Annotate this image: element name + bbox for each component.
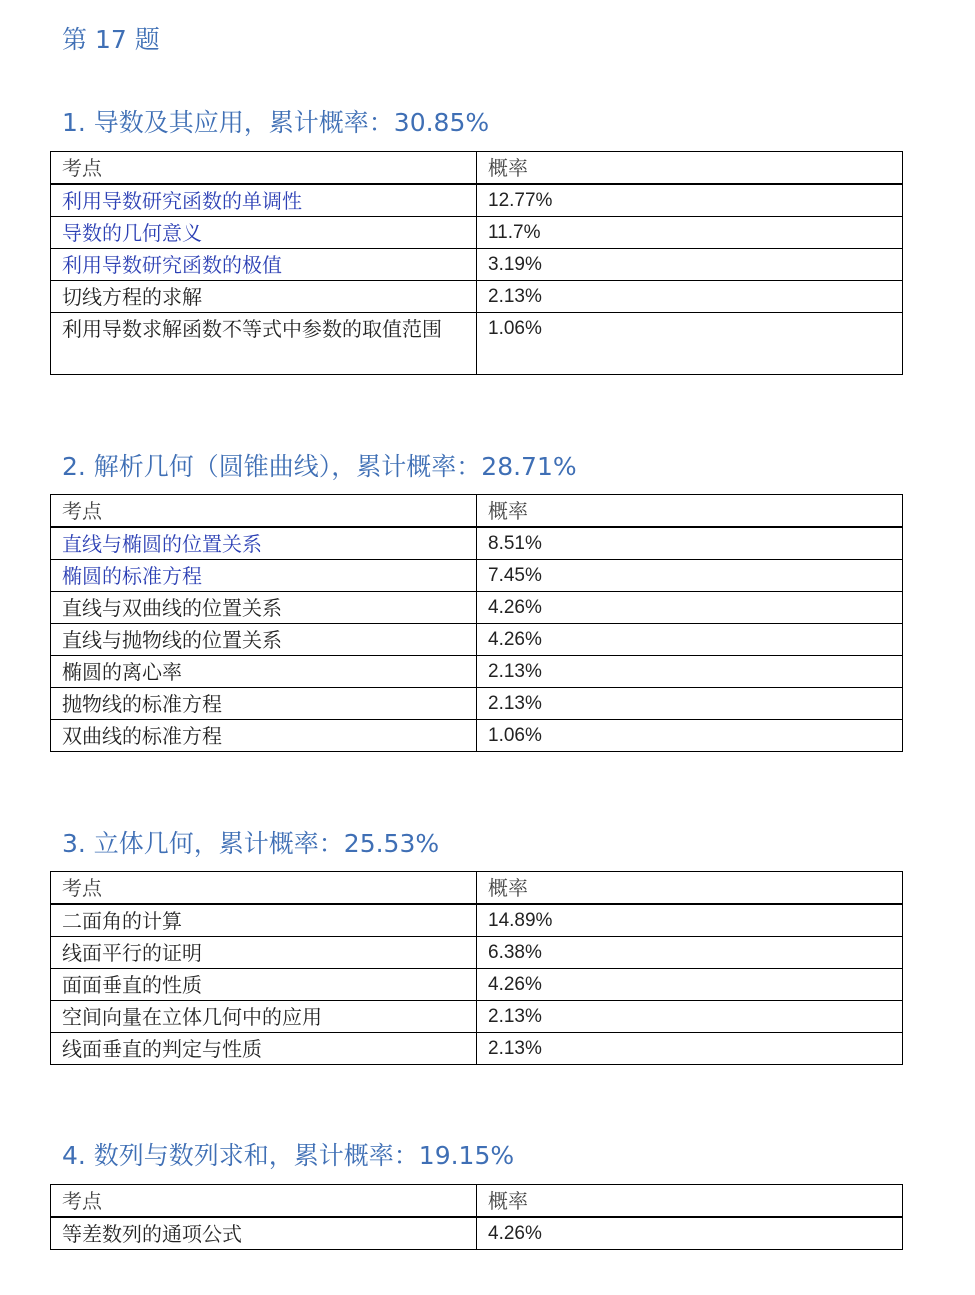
table-header-row [51,152,903,185]
probability-cell: 4.26% [477,624,903,656]
section-table-3 [50,871,903,1065]
section-table-4 [50,1184,903,1250]
header-probability: 概率 [477,872,903,905]
table-row [51,249,903,281]
probability-cell: 7.45% [477,560,903,592]
table-row [51,527,903,560]
probability-cell: 2.13% [477,1033,903,1065]
topic-cell: 直线与双曲线的位置关系 [51,592,477,624]
section-table-1 [50,151,903,375]
probability-cell: 2.13% [477,281,903,313]
header-topic: 考点 [51,495,477,528]
table-row [51,720,903,752]
table-row [51,1217,903,1250]
topic-link[interactable]: 利用导数研究函数的极值 [51,249,477,281]
table-row [51,624,903,656]
section-heading-1: 1. 导数及其应用，累计概率：30.85% [62,108,490,137]
table-row [51,217,903,249]
header-probability: 概率 [477,152,903,185]
header-topic: 考点 [51,1185,477,1218]
probability-cell: 12.77% [477,184,903,217]
table-header-row [51,872,903,905]
table-row [51,560,903,592]
topic-cell: 等差数列的通项公式 [51,1217,477,1250]
header-topic: 考点 [51,152,477,185]
probability-cell: 4.26% [477,1217,903,1250]
topic-link[interactable]: 利用导数研究函数的单调性 [51,184,477,217]
table-row [51,688,903,720]
probability-cell: 8.51% [477,527,903,560]
probability-cell: 2.13% [477,1001,903,1033]
topic-cell: 空间向量在立体几何中的应用 [51,1001,477,1033]
topic-cell: 抛物线的标准方程 [51,688,477,720]
table-header-row [51,1185,903,1218]
probability-cell: 14.89% [477,904,903,937]
table-row [51,313,903,375]
table-row [51,281,903,313]
topic-cell: 面面垂直的性质 [51,969,477,1001]
section-heading-2: 2. 解析几何（圆锥曲线），累计概率：28.71% [62,452,577,481]
topic-cell: 椭圆的离心率 [51,656,477,688]
topic-cell: 二面角的计算 [51,904,477,937]
probability-cell: 1.06% [477,313,903,375]
probability-cell: 4.26% [477,592,903,624]
probability-cell: 6.38% [477,937,903,969]
topic-link[interactable]: 椭圆的标准方程 [51,560,477,592]
probability-cell: 1.06% [477,720,903,752]
table-row [51,1033,903,1065]
probability-cell: 2.13% [477,688,903,720]
topic-cell: 切线方程的求解 [51,281,477,313]
table-row [51,937,903,969]
topic-link[interactable]: 导数的几何意义 [51,217,477,249]
table-header-row [51,495,903,528]
topic-cell: 直线与抛物线的位置关系 [51,624,477,656]
header-topic: 考点 [51,872,477,905]
probability-cell: 4.26% [477,969,903,1001]
table-row [51,656,903,688]
page-title: 第 17 题 [62,25,160,54]
topic-cell: 线面垂直的判定与性质 [51,1033,477,1065]
probability-cell: 3.19% [477,249,903,281]
table-row [51,1001,903,1033]
section-table-2 [50,494,903,752]
header-probability: 概率 [477,495,903,528]
table-row [51,184,903,217]
section-heading-4: 4. 数列与数列求和，累计概率：19.15% [62,1141,515,1170]
topic-cell: 利用导数求解函数不等式中参数的取值范围 [51,313,477,375]
table-row [51,904,903,937]
probability-cell: 11.7% [477,217,903,249]
topic-link[interactable]: 直线与椭圆的位置关系 [51,527,477,560]
probability-cell: 2.13% [477,656,903,688]
section-heading-3: 3. 立体几何，累计概率：25.53% [62,829,440,858]
table-row [51,969,903,1001]
topic-cell: 双曲线的标准方程 [51,720,477,752]
header-probability: 概率 [477,1185,903,1218]
topic-cell: 线面平行的证明 [51,937,477,969]
table-row [51,592,903,624]
